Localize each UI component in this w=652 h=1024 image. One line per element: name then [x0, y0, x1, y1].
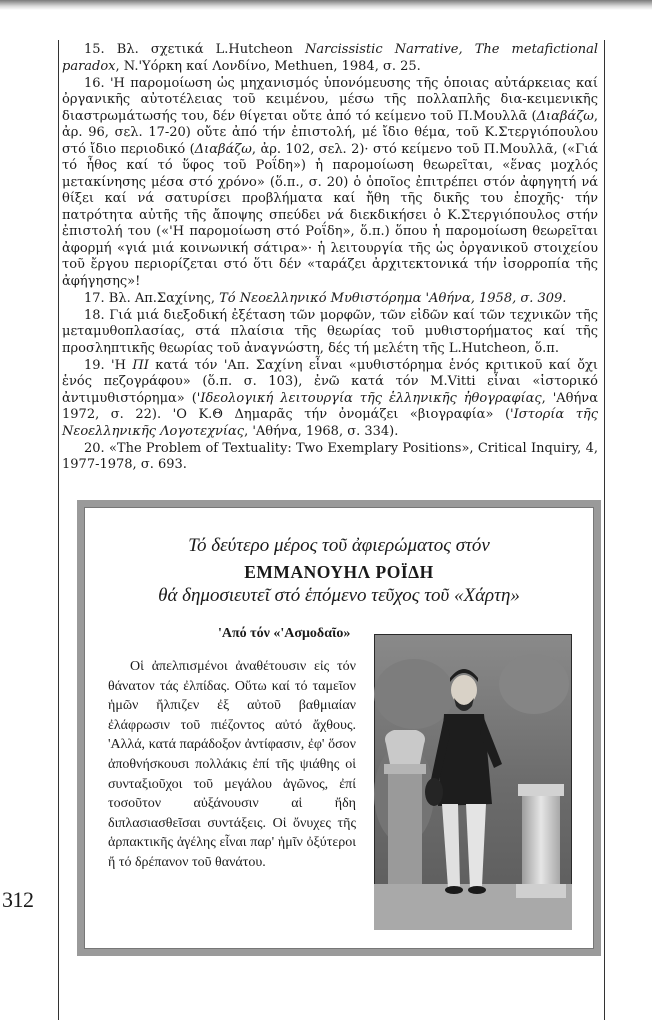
- footnote-text-run: 16. 'Η παρομοίωση ὡς μηχανισμός ὑπονόμευσης τῆς ὁποιας αὐτάρκειας καί ὀργανικῆς αὐτοτέλειας τοῦ κειμένου, μέσω τῆς πολλαπλῆς δια-κειμενικῆς διαστρωμάτωσής του, δέν θίγεται οὔτε ἀπό τό κείμενο τοῦ Π.Μουλλᾶ (: [62, 75, 598, 124]
- footnote-text-run: 18. Γιά μιά διεξοδική ἐξέταση τῶν μορφῶν, τῶν εἰδῶν καί τῶν τεχνικῶν τῆς μεταμυθοπλασίας, στά πλαίσια τῆς θεωρίας τοῦ μυθιστορήματος καί τῆς προσληπτικῆς θεωρίας τοῦ ἀναγνώστη, δές τή μελέτη τῆς L.Hutcheon, ὅ.π.: [62, 307, 598, 356]
- footnote-text-run: 'Ιδεολογική λειτουργία τῆς ἑλληνικῆς ἠθογραφίας: [196, 390, 542, 406]
- footnote-18: [62, 308, 598, 358]
- footnote-text-run: Διαβάζω: [536, 108, 594, 124]
- footnote-text-run: 20. «The Problem of Textuality: Two Exemplary Positions», Critical Inquiry, 4, 1977-1978, σ. 693.: [62, 440, 598, 473]
- announcement-line-3: θά δημοσιευτεῖ στό ἑπόμενο τεῦχος τοῦ «Χάρτη»: [158, 585, 520, 606]
- announcement-author-name: ΕΜΜΑΝΟΥΗΛ ΡΟΪΔΗ: [244, 562, 434, 582]
- footnote-text-run: , ἀρ. 102, σελ. 2)· στό κείμενο τοῦ Π.Μουλλᾶ, («Γιά τό ἦθος καί τό ὕφος τοῦ Ροΐδη») ἡ παρομοίωση θεωρεῖται, «ἕνας μοχλός μετακίνησης μέσα στό χρόνο» (ὅ.π., σ. 20) ὁ ὁποῖος ἐπιτρέπει στόν ἀφηγητή νά θίξει καί νά σατυρίσει προβλήματα καί ἤθη τῆς δικῆς του ἐποχῆς· τήν πατρότητα αὐτῆς τῆς ἄποψης σπεύδει νά διεκδικήσει ὁ Κ.Στεργιόπουλος στήν ἐπιστολή του («'Η παρομοίωση στό Ροΐδη», ὅ.π.) ὅπου ἡ παρομοίωση θεωρεῖται ἀφορμή «γιά μιά κοινωνική σάτιρα»· ἡ λειτουργία τῆς ὡς ὀργανικοῦ στοιχείου τοῦ ἔργου περιορίζεται στό ὅτι δέν «ταράζει ἀρχιτεκτονικά τήν ἰσορροπία τῆς ἀφήγησης»!: [62, 141, 598, 289]
- footnote-text-run: , 'Αθήνα, 1968, σ. 334).: [244, 423, 399, 439]
- footnote-text-run: Διαβάζω: [194, 141, 252, 157]
- footnote-16: [62, 76, 598, 291]
- footnote-text-run: 17. Βλ. Απ.Σαχίνης,: [84, 290, 220, 306]
- footnote-text-run: , 'Αθήνα 1972, σ. 22). 'Ο Κ.Θ Δημαρᾶς τήν ὀνομάζει «βιογραφία» (: [62, 390, 598, 423]
- footnote-text-run: Narcissistic Narrative, The metafictional paradox: [62, 42, 598, 74]
- footnote-text-run: 15. Βλ. σχετικά L.Hutcheon: [84, 42, 305, 57]
- footnote-text-run: , N.'Υόρκη καί Λονδίνο, Methuen, 1984, σ. 25.: [115, 58, 421, 74]
- right-margin-rule: [604, 40, 605, 1020]
- footnote-text-run: 'Ιστορία τῆς Νεοελληνικῆς Λογοτεχνίας: [62, 407, 598, 439]
- footnote-19: [62, 358, 598, 441]
- footnote-text-run: 19. 'Η: [84, 357, 133, 373]
- footnote-text-run: Τό Νεοελληνικό Μυθιστόρημα 'Αθήνα, 1958, σ. 309.: [219, 290, 567, 306]
- excerpt-body: Οἱ ἀπελπισμένοι ἀναθέτουσιν εἰς τόν θάνατον τάς ἐλπίδας. Οὕτω καί τό ταμεῖον ἡμῶν ἤλπιζεν ἐξ αὐτοῦ βαθμιαίαν ἐλάφρωσιν τοῦ πιέζοντος αὐτό ἄχθους. 'Αλλά, κατά παράδοξον ἀντίφασιν, ἐφ' ὅσον ἀποθνήσκουσι πολλάκις ἐπί τῆς ψιάθης οἱ συνταξιοῦχοι τοῦ μεγάλου ἀγῶνος, ἐπί τοσοῦτον αὐξάνουσιν αἱ ἤδη διπλασιασθεῖσαι συντάξεις. Οἱ ὄνυχες τῆς ἁρπακτικῆς ἀγέλης εἶναι παρ' ἡμῖν ὀξύτεροι ἤ τό δρέπανον τοῦ θανάτου.: [108, 659, 356, 870]
- footnote-20: [62, 441, 598, 474]
- page-number: 312: [2, 887, 34, 912]
- excerpt-title: 'Από τόν «'Ασμοδαῖο»: [218, 626, 351, 641]
- footnote-text-run: κατά τόν 'Απ. Σαχίνη εἶναι «μυθιστόρημα ἑνός κριτικοῦ καί ὄχι ἑνός πεζογράφου» (ὅ.π. σ. 103), ἐνῶ κατά τόν Μ.Vitti εἶναι «ἱστορικό ἀντιμυθιστόρημα» (: [62, 357, 598, 406]
- footnotes-section: [62, 42, 598, 475]
- footnote-15: [62, 42, 598, 75]
- announcement-heading: [84, 534, 594, 608]
- announcement-line-1: Τό δεύτερο μέρος τοῦ ἀφιερώματος στόν: [188, 535, 490, 556]
- left-margin-rule: [58, 40, 59, 1020]
- footnote-17: [62, 291, 598, 308]
- page-top-shadow: [0, 0, 652, 10]
- author-portrait-photo: [374, 634, 572, 930]
- footnote-text-run: , ἀρ. 96, σελ. 17-20) οὔτε ἀπό τήν ἐπιστολή, μέ ἴδιο θέμα, τοῦ Κ.Στεργιόπουλου στό ἴδιο περιοδικό (: [62, 108, 598, 157]
- footnote-text-run: ΠΙ: [132, 357, 149, 373]
